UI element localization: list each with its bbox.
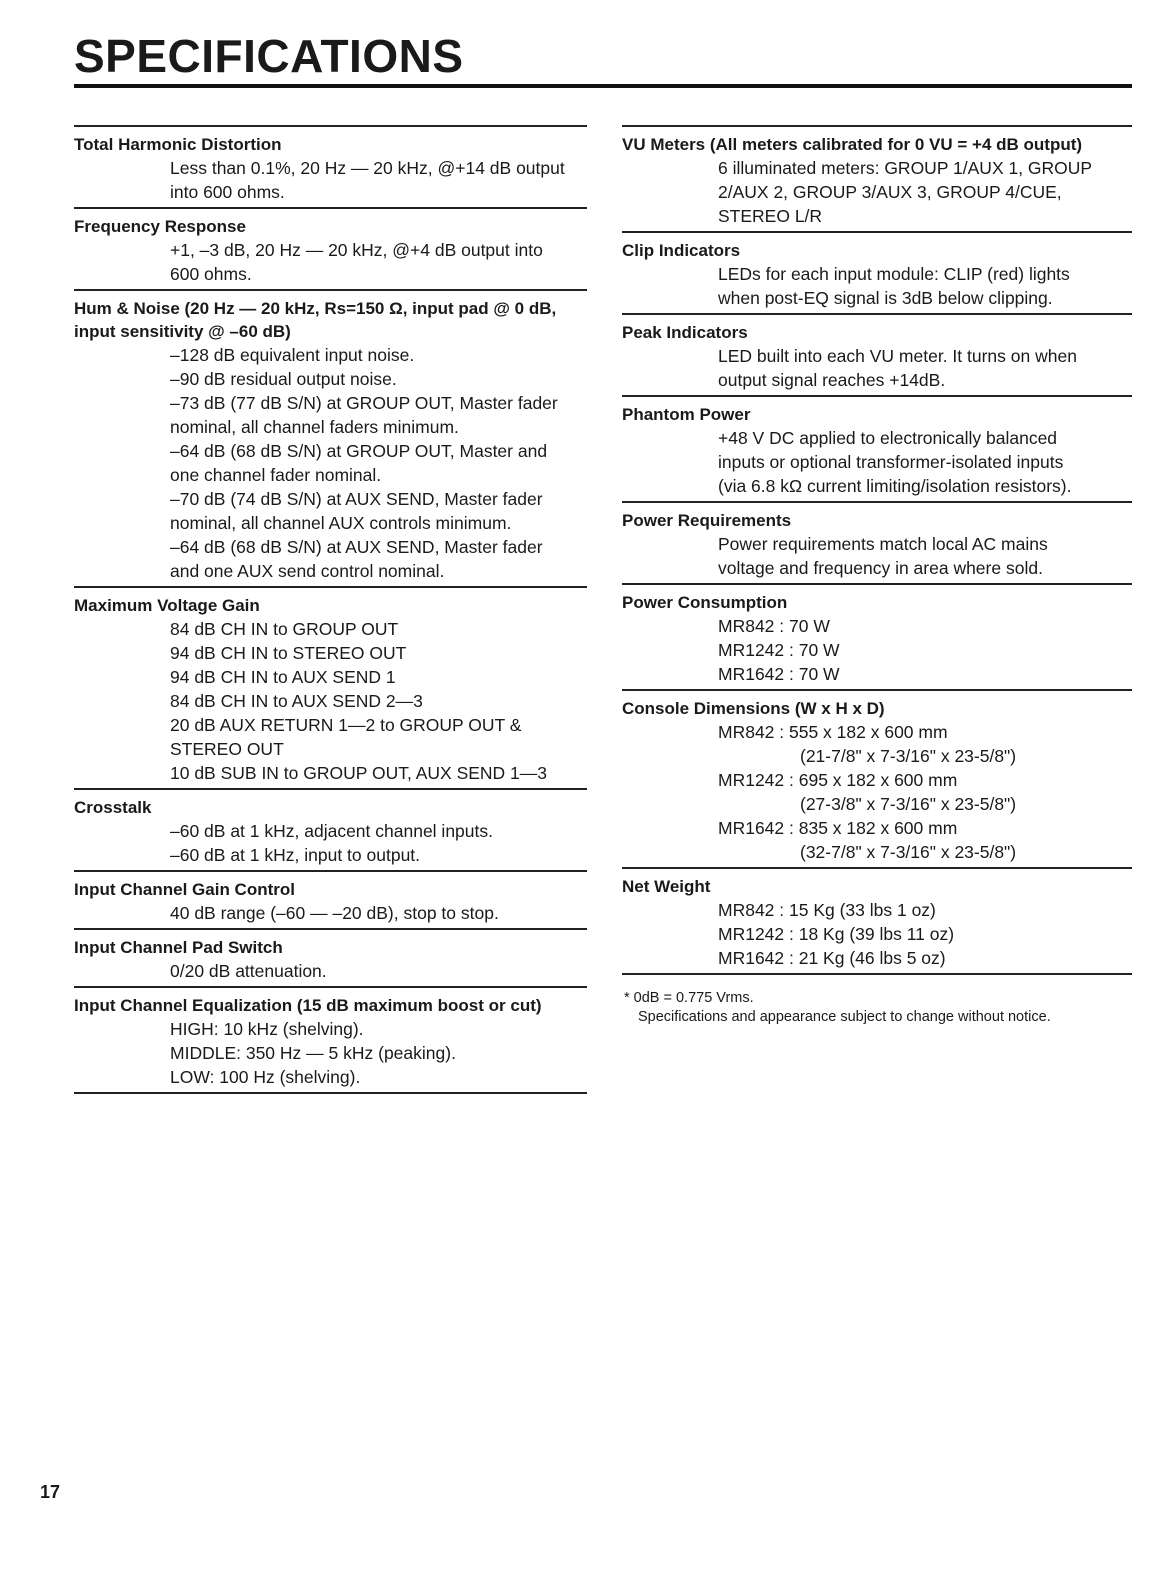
spec-line: HIGH: 10 kHz (shelving). [170,1019,364,1039]
spec-line: nominal, all channel faders minimum. [170,417,459,437]
footnote [622,989,1132,1027]
spec-heading: Maximum Voltage Gain [74,596,260,615]
spec-heading: Clip Indicators [622,241,741,260]
spec-heading: Input Channel Equalization (15 dB maximum boost or cut) [74,996,542,1015]
spec-line: 94 dB CH IN to STEREO OUT [170,643,407,663]
spec-line: and one AUX send control nominal. [170,561,445,581]
spec-maximum-voltage-gain [74,586,587,788]
spec-line: LEDs for each input module: CLIP (red) lights [718,264,1070,284]
spec-net-weight [622,867,1132,975]
spec-line: 20 dB AUX RETURN 1—2 to GROUP OUT & [170,715,522,735]
footnote-reference-level: * 0dB = 0.775 Vrms. [624,990,754,1006]
spec-line: Power requirements match local AC mains [718,534,1048,554]
spec-line: –70 dB (74 dB S/N) at AUX SEND, Master fader [170,489,543,509]
spec-heading: Crosstalk [74,798,152,817]
spec-line: 2/AUX 2, GROUP 3/AUX 3, GROUP 4/CUE, [718,182,1062,202]
spec-line: MR1642 : 835 x 182 x 600 mm [718,818,958,838]
spec-heading: Input Channel Gain Control [74,880,295,899]
spec-line: into 600 ohms. [170,182,285,202]
spec-line: STEREO L/R [718,206,823,226]
spec-line: MR1242 : 695 x 182 x 600 mm [718,770,958,790]
spec-line: MR1242 : 18 Kg (39 lbs 11 oz) [718,924,955,944]
spec-line: –64 dB (68 dB S/N) at GROUP OUT, Master and [170,441,548,461]
spec-line: –60 dB at 1 kHz, adjacent channel inputs. [170,821,493,841]
spec-line: 94 dB CH IN to AUX SEND 1 [170,667,396,687]
title-rule [74,84,1132,88]
spec-line: –73 dB (77 dB S/N) at GROUP OUT, Master fader [170,393,558,413]
spec-heading: Net Weight [622,877,711,896]
spec-line-imperial: (21-7/8" x 7-3/16" x 23-5/8") [800,746,1017,766]
spec-clip-indicators [622,231,1132,313]
spec-line: (via 6.8 kΩ current limiting/isolation resistors). [718,476,1072,496]
spec-phantom-power [622,395,1132,501]
spec-line: MR1642 : 21 Kg (46 lbs 5 oz) [718,948,946,968]
page-title: SPECIFICATIONS [74,30,464,82]
spec-heading: Peak Indicators [622,323,748,342]
spec-input-equalization [74,986,587,1094]
spec-line: inputs or optional transformer-isolated inputs [718,452,1064,472]
spec-line: +48 V DC applied to electronically balanced [718,428,1058,448]
spec-heading: Hum & Noise (20 Hz — 20 kHz, Rs=150 Ω, input pad @ 0 dB, [74,299,557,318]
spec-line: LOW: 100 Hz (shelving). [170,1067,361,1087]
spec-input-gain-control [74,870,587,928]
spec-line: voltage and frequency in area where sold. [718,558,1043,578]
spec-crosstalk [74,788,587,870]
spec-total-harmonic-distortion [74,125,587,207]
spec-line: –90 dB residual output noise. [170,369,397,389]
spec-heading-continued: input sensitivity @ –60 dB) [74,322,291,341]
spec-heading: Power Consumption [622,593,788,612]
spec-line: 10 dB SUB IN to GROUP OUT, AUX SEND 1—3 [170,763,548,783]
spec-line: when post-EQ signal is 3dB below clipping. [718,288,1053,308]
spec-line: 600 ohms. [170,264,252,284]
spec-power-consumption [622,583,1132,689]
spec-line: MR842 : 555 x 182 x 600 mm [718,722,948,742]
spec-heading: Power Requirements [622,511,792,530]
right-column [622,125,1132,1027]
spec-line-imperial: (27-3/8" x 7-3/16" x 23-5/8") [800,794,1017,814]
spec-line: MR1242 : 70 W [718,640,840,660]
left-column [74,125,587,1094]
spec-line: MR1642 : 70 W [718,664,840,684]
spec-line: MR842 : 15 Kg (33 lbs 1 oz) [718,900,936,920]
spec-vu-meters [622,125,1132,231]
spec-console-dimensions [622,689,1132,867]
spec-frequency-response [74,207,587,289]
page-number: 17 [40,1482,61,1502]
spec-line: –128 dB equivalent input noise. [170,345,415,365]
spec-line: 40 dB range (–60 — –20 dB), stop to stop. [170,903,499,923]
spec-line: Less than 0.1%, 20 Hz — 20 kHz, @+14 dB output [170,158,565,178]
spec-heading: Frequency Response [74,217,246,236]
spec-peak-indicators [622,313,1132,395]
spec-heading: VU Meters (All meters calibrated for 0 VU = +4 dB output) [622,135,1083,154]
spec-line: 84 dB CH IN to AUX SEND 2—3 [170,691,423,711]
spec-power-requirements [622,501,1132,583]
spec-heading: Total Harmonic Distortion [74,135,282,154]
spec-line: 0/20 dB attenuation. [170,961,327,981]
footnote-disclaimer: Specifications and appearance subject to change without notice. [638,1009,1051,1025]
spec-line-imperial: (32-7/8" x 7-3/16" x 23-5/8") [800,842,1017,862]
spec-line: STEREO OUT [170,739,284,759]
spec-hum-noise [74,289,587,586]
spec-line: MR842 : 70 W [718,616,830,636]
spec-line: 84 dB CH IN to GROUP OUT [170,619,399,639]
spec-heading: Console Dimensions (W x H x D) [622,699,885,718]
spec-line: MIDDLE: 350 Hz — 5 kHz (peaking). [170,1043,456,1063]
spec-heading: Input Channel Pad Switch [74,938,283,957]
spec-line: output signal reaches +14dB. [718,370,946,390]
spec-line: one channel fader nominal. [170,465,382,485]
spec-line: nominal, all channel AUX controls minimum. [170,513,512,533]
spec-input-pad-switch [74,928,587,986]
spec-line: LED built into each VU meter. It turns on when [718,346,1077,366]
spec-line: +1, –3 dB, 20 Hz — 20 kHz, @+4 dB output into [170,240,543,260]
spec-line: –64 dB (68 dB S/N) at AUX SEND, Master fader [170,537,543,557]
spec-heading: Phantom Power [622,405,751,424]
spec-line: 6 illuminated meters: GROUP 1/AUX 1, GROUP [718,158,1093,178]
spec-line: –60 dB at 1 kHz, input to output. [170,845,421,865]
